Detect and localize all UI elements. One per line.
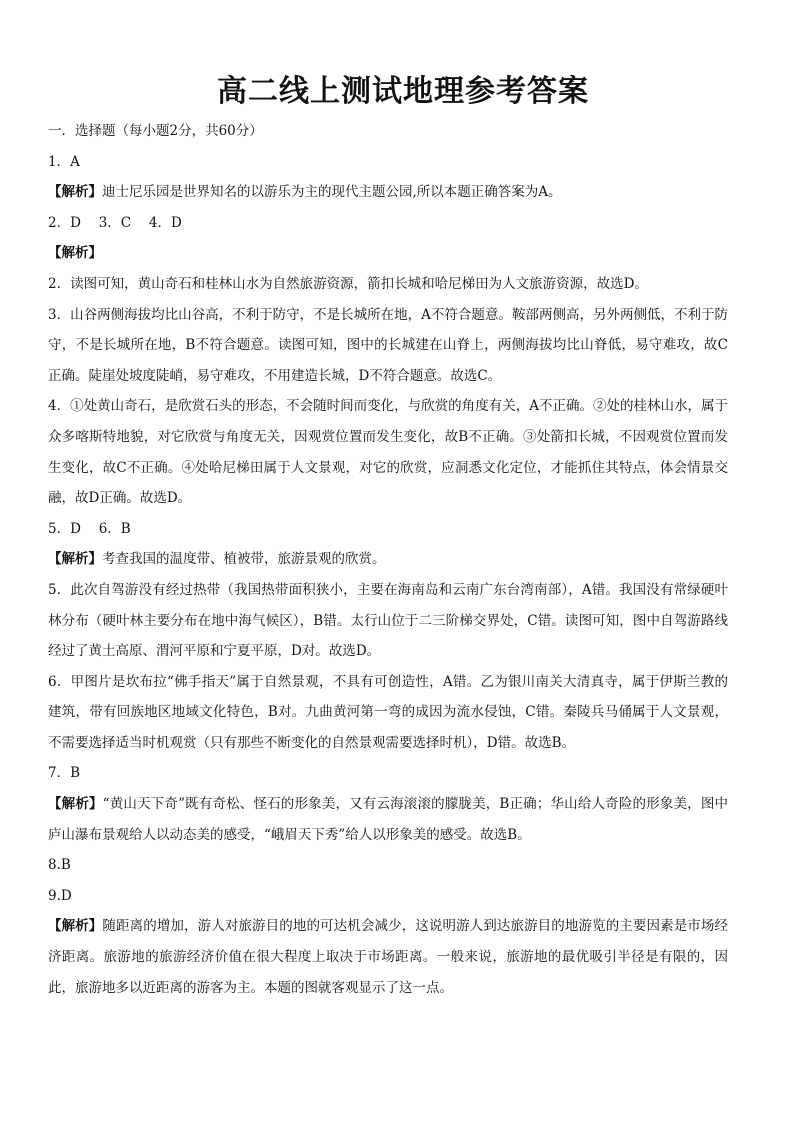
analysis-text: 随距离的增加，游人对旅游目的地的可达机会减少，这说明游人到达旅游目的地游览的主要因素是市场经济距离。旅游地的旅游经济价值在很大程度上取决于市场距离。一般来说，旅游地的最优吸引半径是有限的，因此，旅游地多以近距离的游客为主。本题的图就客观显示了这一点。 (48, 918, 729, 996)
analysis-tag: 【解析】 (48, 918, 103, 935)
explanation-paragraph: 5．此次自驾游没有经过热带（我国热带面积狭小，主要在海南岛和云南广东台湾南部），A错。我国没有常绿硬叶林分布（硬叶林主要分布在地中海气候区），B错。太行山位于二三阶梯交界处，C错。读图可知，图中自驾游路线经过了黄土高原、渭河平原和宁夏平原，D对。故选D。 (48, 581, 728, 660)
analysis-text: 考查我国的温度带、植被带，旅游景观的欣赏。 (102, 551, 386, 568)
answer-line: 5．D 6．B (48, 520, 131, 537)
analysis-tag: 【解析】 (48, 551, 102, 568)
page-title: 高二线上测试地理参考答案 (217, 74, 589, 109)
answer-line: 8.B (48, 857, 71, 874)
explanation-paragraph: 6．甲图片是坎布拉“佛手指天”属于自然景观，不具有可创造性，A错。乙为银川南关大清真寺，属于伊斯兰教的建筑，带有回族地区地域文化特色，B对。九曲黄河第一弯的成因为流水侵蚀，C错。秦陵兵马俑属于人文景观，不需要选择适当时机观赏（只有那些不断变化的自然景观需要选择时机），D错。故选B。 (48, 673, 728, 751)
answer-line: 7．B (48, 765, 81, 782)
answer-line: 2．D 3．C 4．D (48, 214, 182, 231)
analysis-block (48, 789, 728, 850)
section-heading: 一．选择题（每小题2分，共60分） (48, 123, 263, 139)
answer-document (48, 72, 728, 1003)
analysis-block (48, 911, 728, 1003)
analysis-block (48, 544, 728, 575)
explanation-paragraph: 4．①处黄山奇石，是欣赏石头的形态，不会随时间而变化，与欣赏的角度有关，A不正确。②处的桂林山水，属于众多喀斯特地貌，对它欣赏与角度无关，因观赏位置而发生变化，故B不正确。③处箭扣长城，不因观赏位置而发生变化，故C不正确。④处哈尼梯田属于人文景观，对它的欣赏，应洞悉文化定位，才能抓住其特点，体会情景交融，故D正确。故选D。 (48, 398, 728, 507)
explanation-paragraph: 2．读图可知，黄山奇石和桂林山水为自然旅游资源，箭扣长城和哈尼梯田为人文旅游资源，故选D。 (48, 275, 648, 292)
analysis-tag: 【解析】 (48, 796, 103, 813)
analysis-block (48, 177, 728, 208)
explanation-paragraph: 3．山谷两侧海拔均比山谷高，不利于防守，不是长城所在地，A不符合题意。鞍部两侧高，另外两侧低，不利于防守，不是长城所在地，B不符合题意。读图可知，图中的长城建在山脊上，两侧海拔均比山脊低，易守难攻，故C正确。陡崖处坡度陡峭，易守难攻，不用建造长城，D不符合题意。故选C。 (48, 306, 728, 384)
analysis-text: “黄山天下奇”既有奇松、怪石的形象美，又有云海滚滚的朦胧美，B正确；华山给人奇险的形象美，图中庐山瀑布景观给人以动态美的感受，“峨眉天下秀”给人以形象美的感受。故选B。 (48, 796, 728, 843)
analysis-tag: 【解析】 (48, 184, 102, 201)
analysis-tag: 【解析】 (48, 245, 102, 262)
analysis-text: 迪士尼乐园是世界知名的以游乐为主的现代主题公园,所以本题正确答案为A。 (102, 184, 562, 201)
analysis-block (48, 238, 728, 269)
answer-line: 1．A (48, 153, 80, 170)
answer-line: 9.D (48, 887, 72, 904)
